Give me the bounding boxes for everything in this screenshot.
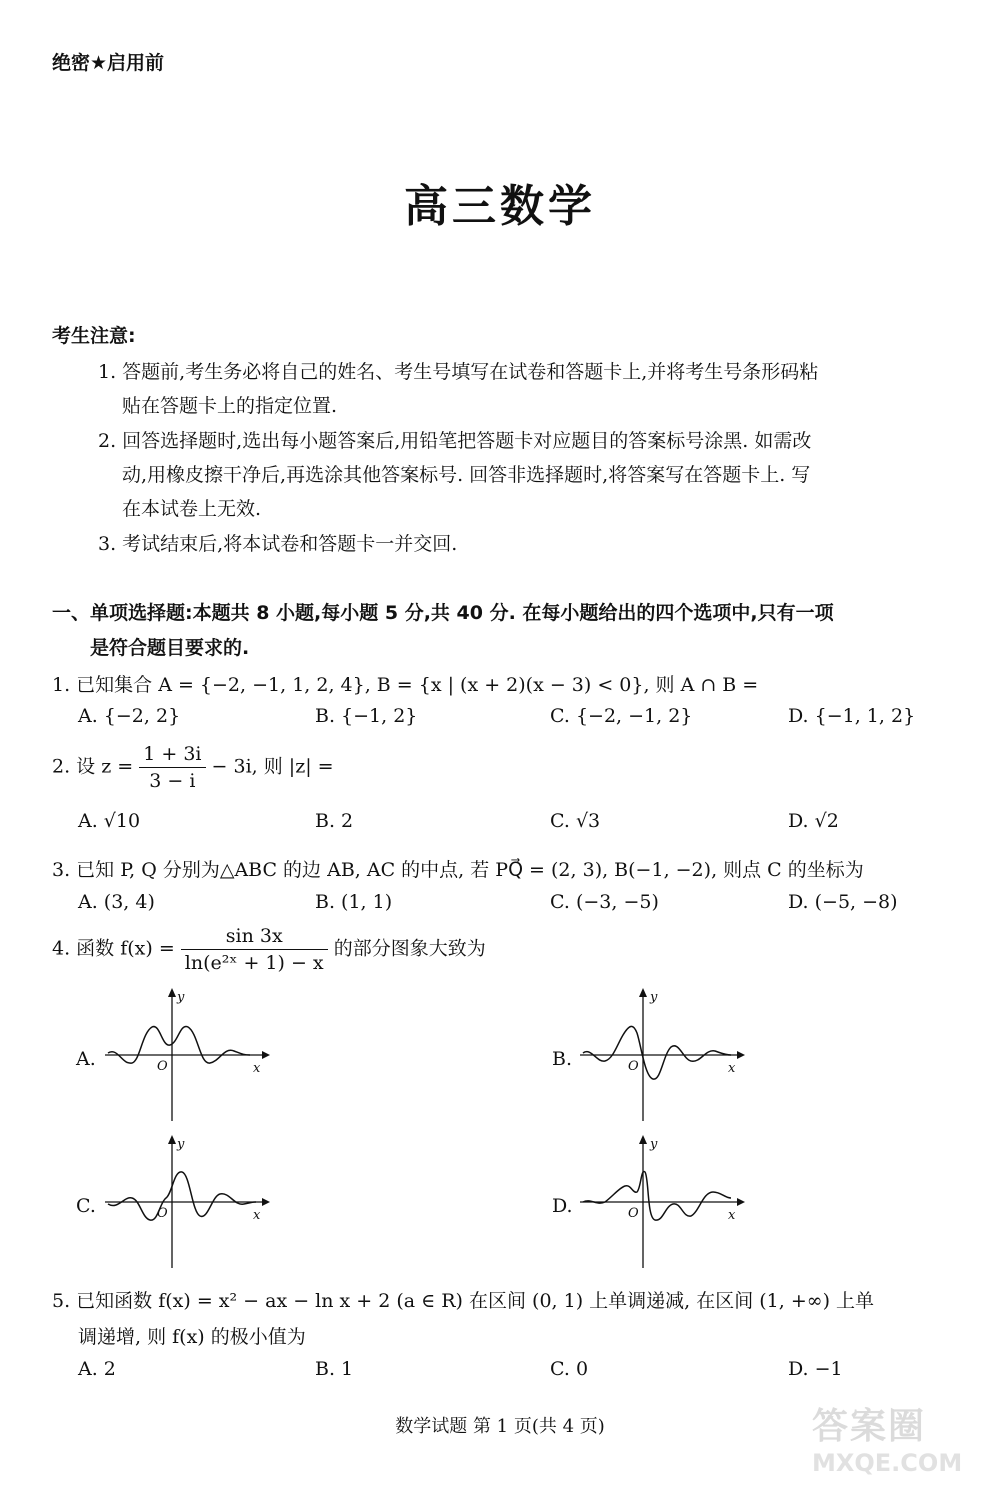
graph-b-y-label: y xyxy=(650,990,658,1005)
graph-d-label: D. xyxy=(552,1195,573,1217)
question-5-option-c: C. 0 xyxy=(550,1358,589,1380)
question-4-suffix: 的部分图象大致为 xyxy=(333,937,486,960)
graph-b-curve xyxy=(583,1026,731,1079)
graph-c-label: C. xyxy=(76,1195,96,1217)
watermark-line-2: MXQE.COM xyxy=(812,1449,963,1477)
question-2-prefix: 2. 设 z = xyxy=(52,755,134,778)
question-3-option-c: C. (−3, −5) xyxy=(550,891,659,913)
question-4-stem xyxy=(52,925,486,974)
graph-a-y-arrow xyxy=(168,988,176,997)
graph-b-x-arrow xyxy=(737,1051,745,1059)
graph-c-origin: O xyxy=(157,1206,168,1221)
question-2-option-c: C. √3 xyxy=(550,810,601,832)
question-5-option-b: B. 1 xyxy=(315,1358,354,1380)
notice-item-1-line-1: 1. 答题前,考生务必将自己的姓名、考生号填写在试卷和答题卡上,并将考生号条形码粘 xyxy=(98,361,819,383)
question-2-option-b: B. 2 xyxy=(315,810,354,832)
question-4-denominator: ln(e²ˣ + 1) − x xyxy=(184,952,324,974)
page-title: 高三数学 xyxy=(404,181,596,232)
graph-d-y-arrow xyxy=(639,1135,647,1144)
question-5-stem-line-1: 5. 已知函数 f(x) = x² − ax − ln x + 2 (a ∈ R) 在区间 (0, 1) 上单调递减, 在区间 (1, +∞) 上单 xyxy=(52,1290,875,1312)
question-1-option-d: D. {−1, 1, 2} xyxy=(788,705,916,727)
question-1-option-a: A. {−2, 2} xyxy=(78,705,181,727)
graph-a xyxy=(100,985,270,1125)
question-1-option-b: B. {−1, 2} xyxy=(315,705,418,727)
question-2-option-a: A. √10 xyxy=(78,810,141,832)
page-footer: 数学试题 第 1 页(共 4 页) xyxy=(395,1416,605,1437)
question-3-option-d: D. (−5, −8) xyxy=(788,891,898,913)
question-1-stem: 1. 已知集合 A = {−2, −1, 1, 2, 4}, B = {x | (x + 2)(x − 3) < 0}, 则 A ∩ B = xyxy=(52,674,759,696)
graph-d-origin: O xyxy=(628,1206,639,1221)
notice-item-2-line-3: 在本试卷上无效. xyxy=(122,498,262,520)
question-3-stem: 3. 已知 P, Q 分别为△ABC 的边 AB, AC 的中点, 若 PQ⃗ = (2, 3), B(−1, −2), 则点 C 的坐标为 xyxy=(52,859,864,881)
question-2-option-d: D. √2 xyxy=(788,810,839,832)
graph-b-x-label: x xyxy=(728,1061,736,1076)
confidential-label: 绝密★启用前 xyxy=(52,52,165,74)
graph-d-y-label: y xyxy=(650,1137,658,1152)
question-3-option-b: B. (1, 1) xyxy=(315,891,393,913)
section-heading-line-1: 一、单项选择题:本题共 8 小题,每小题 5 分,共 40 分. 在每小题给出的四个选项中,只有一项 xyxy=(52,602,834,624)
question-3-option-a: A. (3, 4) xyxy=(78,891,155,913)
notice-item-1-line-2: 贴在答题卡上的指定位置. xyxy=(122,395,338,417)
graph-d-curve xyxy=(583,1171,731,1220)
notice-item-2-line-2: 动,用橡皮擦干净后,再选涂其他答案标号. 回答非选择题时,将答案写在答题卡上. 写 xyxy=(122,464,811,486)
question-4-fraction xyxy=(181,925,328,974)
watermark-line-1: 答案圈 xyxy=(812,1406,927,1447)
graph-a-origin: O xyxy=(157,1059,168,1074)
question-2-numerator: 1 + 3i xyxy=(139,743,205,768)
notice-item-2-line-1: 2. 回答选择题时,选出每小题答案后,用铅笔把答题卡对应题目的答案标号涂黑. 如需改 xyxy=(98,430,812,452)
graph-c-x-arrow xyxy=(262,1198,270,1206)
graph-c-curve xyxy=(108,1172,256,1220)
notice-item-3-line-1: 3. 考试结束后,将本试卷和答题卡一并交回. xyxy=(98,533,458,555)
question-5-option-d: D. −1 xyxy=(788,1358,843,1380)
graph-a-y-label: y xyxy=(177,990,185,1005)
question-2-fraction xyxy=(139,743,205,792)
graph-a-x-label: x xyxy=(253,1061,261,1076)
graph-c-y-label: y xyxy=(177,1137,185,1152)
graph-d-x-label: x xyxy=(728,1208,736,1223)
graph-a-curve xyxy=(108,1026,250,1063)
graph-a-label: A. xyxy=(76,1048,96,1070)
graph-c-x-label: x xyxy=(253,1208,261,1223)
watermark-logo xyxy=(812,1398,982,1478)
question-2-suffix: − 3i, 则 |z| = xyxy=(211,755,334,778)
notice-heading: 考生注意: xyxy=(52,325,136,347)
graph-b-label: B. xyxy=(552,1048,573,1070)
graph-c xyxy=(100,1132,270,1272)
question-5-option-a: A. 2 xyxy=(78,1358,116,1380)
question-4-numerator: sin 3x xyxy=(181,925,328,950)
section-heading-line-2: 是符合题目要求的. xyxy=(90,637,250,659)
question-2-stem xyxy=(52,743,334,792)
question-4-prefix: 4. 函数 f(x) = xyxy=(52,937,175,960)
question-2-denominator: 3 − i xyxy=(149,770,196,792)
graph-c-y-arrow xyxy=(168,1135,176,1144)
graph-b-origin: O xyxy=(628,1059,639,1074)
graph-b xyxy=(575,985,745,1125)
question-5-stem-line-2: 调递增, 则 f(x) 的极小值为 xyxy=(78,1326,306,1348)
graph-d-x-arrow xyxy=(737,1198,745,1206)
graph-a-x-arrow xyxy=(262,1051,270,1059)
question-1-option-c: C. {−2, −1, 2} xyxy=(550,705,693,727)
graph-d xyxy=(575,1132,745,1272)
graph-b-y-arrow xyxy=(639,988,647,997)
